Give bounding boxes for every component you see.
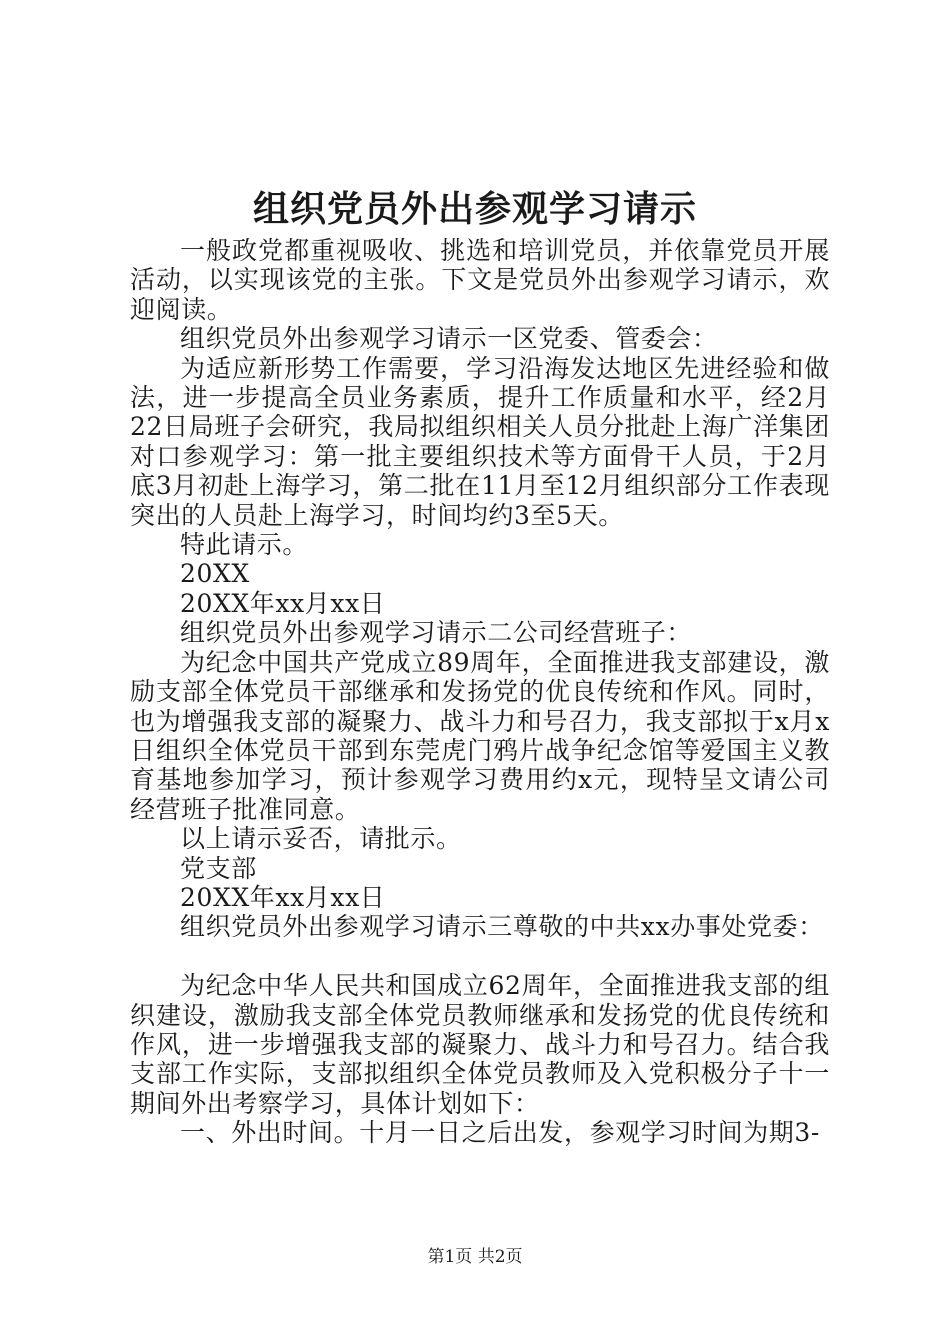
request-one-date: 20XX年xx月xx日 — [180, 588, 386, 618]
request-two-signature: 党支部 — [180, 853, 257, 883]
request-two-body: 为纪念中国共产党成立89周年，全面推进我支部建设，激励支部全体党员干部继承和发扬党的优良传统和作风。同时，也为增强我支部的凝聚力、战斗力和号召力，我支部拟于x月x日组织全体党员干部到东莞虎门鸦片战争纪念馆等爱国主义教育基地参加学习，预计参观学习费用约x元，现特呈文请公司经营班子批准同意。 — [130, 647, 830, 824]
request-one-heading: 组织党员外出参观学习请示一区党委、管委会： — [180, 324, 718, 354]
intro-paragraph: 一般政党都重视吸收、挑选和培训党员，并依靠党员开展活动，以实现该党的主张。下文是党员外出参观学习请示，欢迎阅读。 — [130, 236, 830, 324]
request-one-signature: 20XX — [180, 559, 250, 589]
request-three-item-one: 一、外出时间。十月一日之后出发，参观学习时间为期3- — [180, 1118, 820, 1148]
request-two-heading: 组织党员外出参观学习请示二公司经营班子： — [180, 618, 693, 648]
request-two-date: 20XX年xx月xx日 — [180, 882, 386, 912]
request-one-closing: 特此请示。 — [180, 530, 309, 560]
document-body — [130, 236, 830, 1148]
request-one-body: 为适应新形势工作需要，学习沿海发达地区先进经验和做法，进一步提高全员业务素质，提升工作质量和水平，经2月22日局班子会研究，我局拟组织相关人员分批赴上海广洋集团对口参观学习：第一批主要组织技术等方面骨干人员，于2月底3月初赴上海学习，第二批在11月至12月组织部分工作表现突出的人员赴上海学习，时间均约3至5天。 — [130, 353, 830, 530]
request-three-body: 为纪念中华人民共和国成立62周年，全面推进我支部的组织建设，激励我支部全体党员教师继承和发扬党的优良传统和作风，进一步增强我支部的凝聚力、战斗力和号召力。结合我支部工作实际，支部拟组织全体党员教师及入党积极分子十一期间外出考察学习，具体计划如下： — [130, 971, 830, 1118]
page-number-footer: 第1页 共2页 — [427, 1247, 523, 1267]
request-two-closing: 以上请示妥否，请批示。 — [180, 824, 462, 854]
document-title: 组织党员外出参观学习请示 — [252, 188, 697, 230]
request-three-heading: 组织党员外出参观学习请示三尊敬的中共xx办事处党委： — [180, 912, 824, 942]
